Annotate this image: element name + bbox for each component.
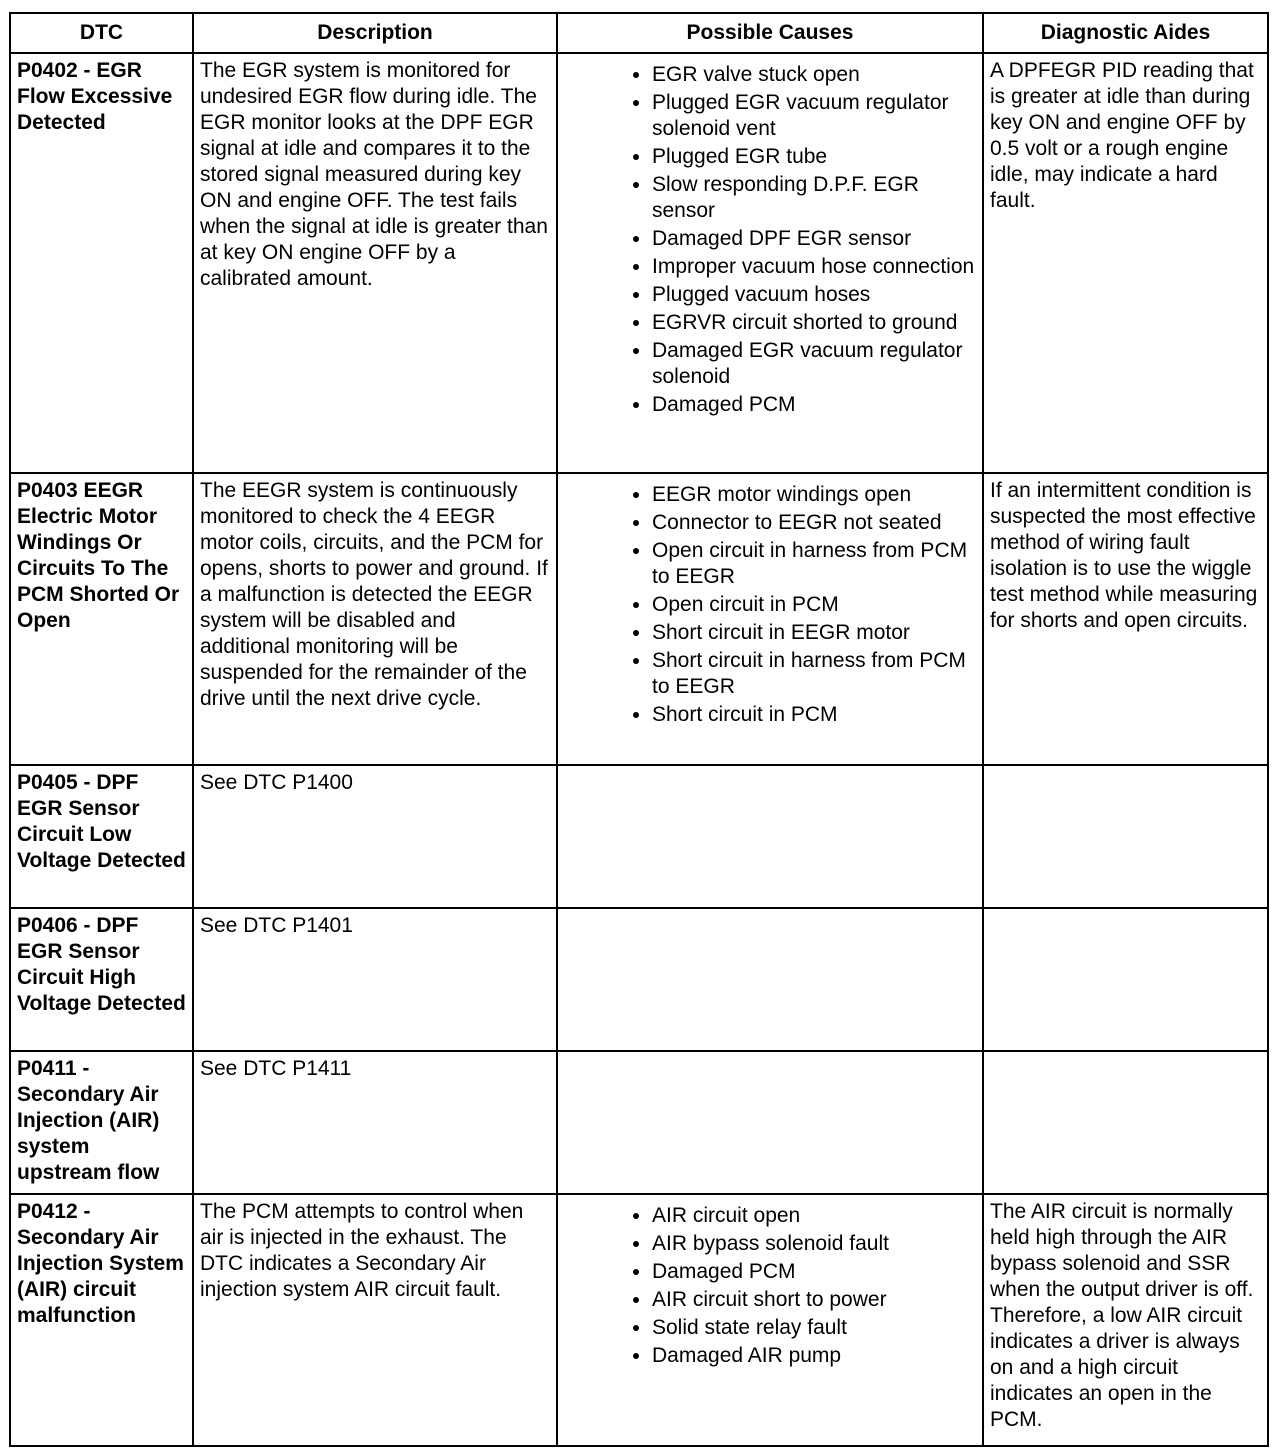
dtc-code-cell: P0405 - DPF EGR Sensor Circuit Low Voltage Detected xyxy=(10,765,193,908)
possible-causes-cell xyxy=(557,908,983,1051)
cause-item: • AIR circuit short to power xyxy=(652,1287,976,1313)
cause-item: • Damaged AIR pump xyxy=(652,1343,976,1369)
cause-item: • EGR valve stuck open xyxy=(652,62,976,88)
header-diagnostic-aides: Diagnostic Aides xyxy=(983,13,1268,53)
cause-item: • Damaged EGR vacuum regulator solenoid xyxy=(652,338,976,390)
header-possible-causes: Possible Causes xyxy=(557,13,983,53)
cause-item: • Open circuit in PCM xyxy=(652,592,976,618)
description-cell: See DTC P1411 xyxy=(193,1051,557,1194)
cause-item: • Connector to EEGR not seated xyxy=(652,510,976,536)
description-cell: See DTC P1400 xyxy=(193,765,557,908)
dtc-code-cell: P0411 - Secondary Air Injection (AIR) system upstream flow xyxy=(10,1051,193,1194)
table-row xyxy=(10,53,1268,473)
cause-item: • EGRVR circuit shorted to ground xyxy=(652,310,976,336)
cause-item: • Slow responding D.P.F. EGR sensor xyxy=(652,172,976,224)
description-cell: See DTC P1401 xyxy=(193,908,557,1051)
possible-causes-cell xyxy=(557,473,983,765)
table-row xyxy=(10,1051,1268,1194)
table-row xyxy=(10,1194,1268,1446)
header-row xyxy=(10,13,1268,53)
diagnostic-aides-cell: A DPFEGR PID reading that is greater at idle than during key ON and engine OFF by 0.5 volt or a rough engine idle, may indicate a hard fault. xyxy=(983,53,1268,473)
description-cell: The EGR system is monitored for undesired EGR flow during idle. The EGR monitor looks at the DPF EGR signal at idle and compares it to the stored signal measured during key ON and engine OFF. The test fails when the signal at idle is greater than at key ON engine OFF by a calibrated amount. xyxy=(193,53,557,473)
description-cell: The PCM attempts to control when air is injected in the exhaust. The DTC indicates a Secondary Air injection system AIR circuit fault. xyxy=(193,1194,557,1446)
header-dtc: DTC xyxy=(10,13,193,53)
dtc-table xyxy=(9,12,1269,1447)
dtc-code-cell: P0412 - Secondary Air Injection System (AIR) circuit malfunction xyxy=(10,1194,193,1446)
dtc-code-cell: P0406 - DPF EGR Sensor Circuit High Voltage Detected xyxy=(10,908,193,1051)
possible-causes-cell xyxy=(557,765,983,908)
cause-item: • Damaged DPF EGR sensor xyxy=(652,226,976,252)
diagnostic-aides-cell xyxy=(983,1051,1268,1194)
dtc-code-cell: P0403 EEGR Electric Motor Windings Or Circuits To The PCM Shorted Or Open xyxy=(10,473,193,765)
table-row xyxy=(10,908,1268,1051)
causes-list xyxy=(564,62,976,418)
cause-item: • Plugged EGR vacuum regulator solenoid vent xyxy=(652,90,976,142)
cause-item: • Short circuit in PCM xyxy=(652,702,976,728)
cause-item: • Short circuit in harness from PCM to EEGR xyxy=(652,648,976,700)
table-row xyxy=(10,473,1268,765)
description-cell: The EEGR system is continuously monitored to check the 4 EEGR motor coils, circuits, and the PCM for opens, shorts to power and ground. If a malfunction is detected the EEGR system will be disabled and additional monitoring will be suspended for the remainder of the drive until the next drive cycle. xyxy=(193,473,557,765)
possible-causes-cell xyxy=(557,1194,983,1446)
cause-item: • Damaged PCM xyxy=(652,392,976,418)
possible-causes-cell xyxy=(557,53,983,473)
diagnostic-aides-cell xyxy=(983,765,1268,908)
possible-causes-cell xyxy=(557,1051,983,1194)
cause-item: • EEGR motor windings open xyxy=(652,482,976,508)
causes-list xyxy=(564,1203,976,1369)
cause-item: • AIR circuit open xyxy=(652,1203,976,1229)
header-description: Description xyxy=(193,13,557,53)
diagnostic-aides-cell: If an intermittent condition is suspected the most effective method of wiring fault isolation is to use the wiggle test method while measuring for shorts and open circuits. xyxy=(983,473,1268,765)
cause-item: • Short circuit in EEGR motor xyxy=(652,620,976,646)
cause-item: • Plugged vacuum hoses xyxy=(652,282,976,308)
cause-item: • Solid state relay fault xyxy=(652,1315,976,1341)
dtc-code-cell: P0402 - EGR Flow Excessive Detected xyxy=(10,53,193,473)
cause-item: • Damaged PCM xyxy=(652,1259,976,1285)
diagnostic-aides-cell: The AIR circuit is normally held high through the AIR bypass solenoid and SSR when the output driver is off. Therefore, a low AIR circuit indicates a driver is always on and a high circuit indicates an open in the PCM. xyxy=(983,1194,1268,1446)
cause-item: • Open circuit in harness from PCM to EEGR xyxy=(652,538,976,590)
cause-item: • Plugged EGR tube xyxy=(652,144,976,170)
cause-item: • Improper vacuum hose connection xyxy=(652,254,976,280)
causes-list xyxy=(564,482,976,728)
diagnostic-aides-cell xyxy=(983,908,1268,1051)
table-row xyxy=(10,765,1268,908)
cause-item: • AIR bypass solenoid fault xyxy=(652,1231,976,1257)
